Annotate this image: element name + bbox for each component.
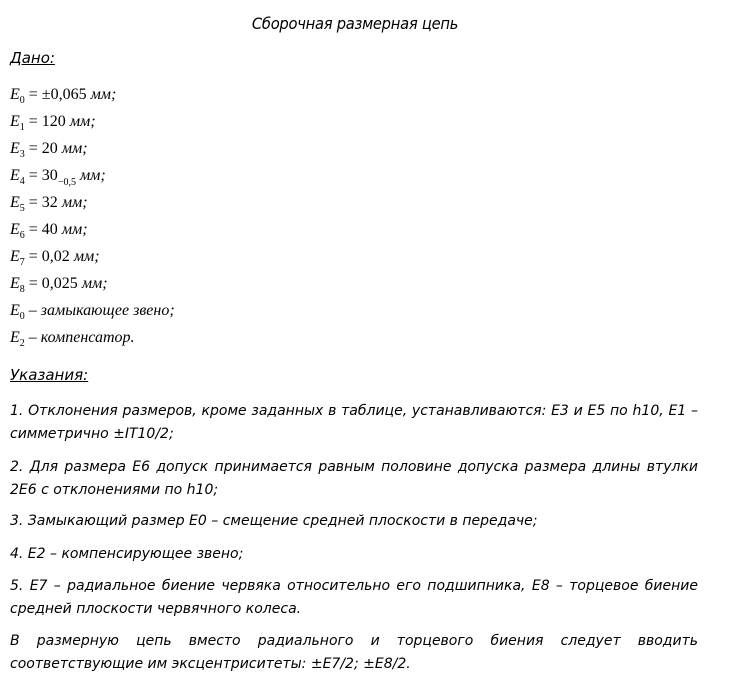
given-item: $E_5 = 32$ мм; <box>10 194 88 214</box>
given-item: $E_1 = 120$ мм; <box>10 113 96 133</box>
given-heading: Дано: <box>10 49 55 67</box>
notes-heading: Указания: <box>10 366 89 384</box>
note-paragraph: В размерную цепь вместо радиального и торцевого биения следует вводить соответствующие им эксцентриситеты: ±Е7/2; ±Е8/2. <box>10 633 698 672</box>
note-paragraph: 1. Отклонения размеров, кроме заданных в таблице, устанавливаются: Е3 и Е5 по h10, Е1 – симметрично ±IT10/2; <box>10 403 698 442</box>
given-item: $E_8 = 0,025$ мм; <box>10 275 108 295</box>
given-list <box>10 84 175 354</box>
given-item: $E_4 = 30_{-0,5}$ мм; <box>10 167 106 188</box>
given-item: $E_0 = \pm 0,065$ мм; <box>10 86 117 106</box>
page-title: Сборочная размерная цепь <box>251 14 459 33</box>
note-paragraph: 5. Е7 – радиальное биение червяка относительно его подшипника, Е8 – торцевое биение средней плоскости червячного колеса. <box>10 578 698 617</box>
note-paragraph: 3. Замыкающий размер Е0 – смещение средней плоскости в передаче; <box>10 513 538 529</box>
given-item: $E_7 = 0,02$ мм; <box>10 248 100 268</box>
given-item: $E_0$ – замыкающее звено; <box>10 302 175 322</box>
given-item: $E_3 = 20$ мм; <box>10 140 88 160</box>
note-paragraph: 4. Е2 – компенсирующее звено; <box>10 546 244 562</box>
given-item: $E_6 = 40$ мм; <box>10 221 88 241</box>
given-item: $E_2$ – компенсатор. <box>10 329 135 349</box>
note-paragraph: 2. Для размера Е6 допуск принимается равным половине допуска размера длины втулки 2Е6 с отклонениями по h10; <box>10 459 698 498</box>
